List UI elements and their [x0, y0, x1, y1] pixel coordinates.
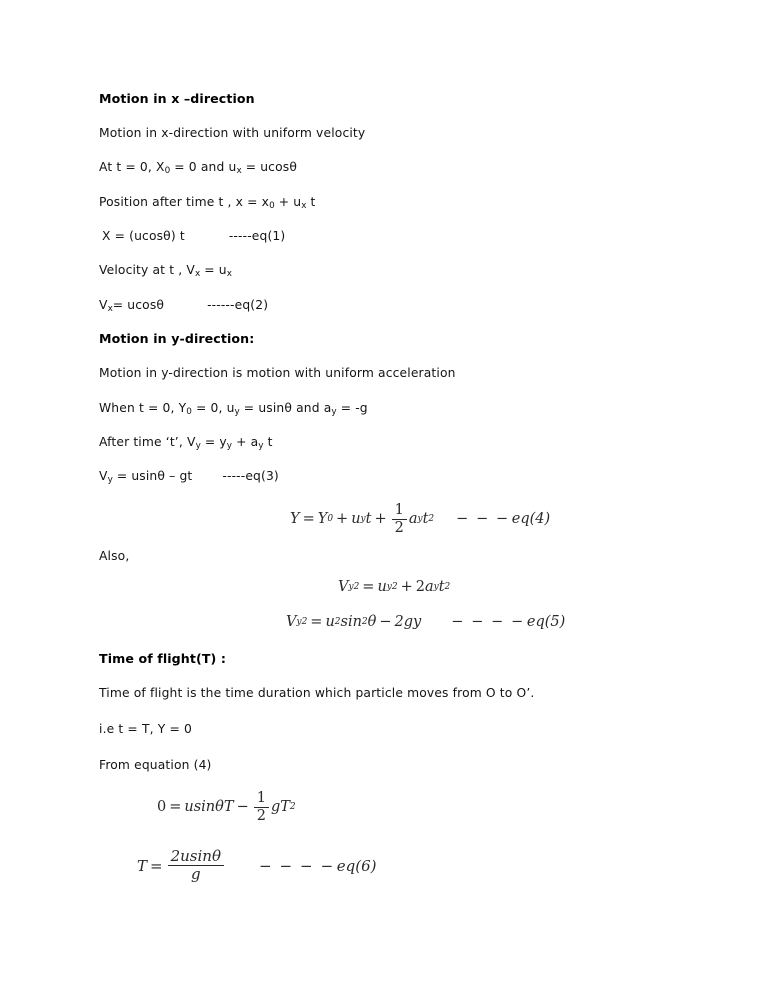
text-part: = usinθ – gt: [112, 469, 193, 483]
eq4-plus1: +: [336, 511, 349, 528]
text-velocity-after-time: [99, 434, 273, 454]
eqtof-term2-var: T: [280, 799, 290, 816]
text-time-of-flight-description: Time of flight is the time duration which particle moves from O to O’.: [99, 686, 535, 700]
equation-1-expression: X = (ucosθ) t: [102, 229, 185, 243]
eq4-term2: u: [351, 511, 361, 528]
eq5b-sin-power: 2: [361, 617, 368, 627]
eq4-plus2: +: [374, 511, 387, 528]
eq4-term3: a: [408, 511, 418, 528]
eq4-term3-power: 2: [428, 514, 435, 525]
eq4-term2-var: t: [365, 511, 372, 528]
eqtof-fraction-one-half: [254, 791, 269, 824]
text-part: = -g: [336, 401, 368, 415]
text-also: Also,: [99, 549, 130, 563]
subscript: x: [226, 268, 232, 279]
eq4-term2-sub: y: [360, 514, 366, 525]
eq6-tag: eq(6): [336, 856, 377, 875]
eq5b-term1-power: 2: [334, 617, 341, 627]
text-part: Position after time t , x = x: [99, 195, 270, 209]
eq5a-term1-power: 2: [391, 582, 398, 592]
equation-6: [137, 849, 377, 883]
eq4-equals: =: [302, 511, 315, 528]
eq5b-equals: =: [310, 614, 323, 630]
text-part: t: [306, 195, 316, 209]
subscript: x: [236, 165, 242, 176]
eq4-tag: eq(4): [511, 511, 551, 528]
text-initial-conditions-x: [99, 159, 297, 179]
eq5a-coefficient: 2: [415, 579, 425, 595]
subscript: y: [331, 406, 337, 417]
eq6-lhs: T: [137, 856, 148, 875]
text-initial-conditions-y: [99, 400, 368, 420]
text-equation-2: [99, 297, 268, 317]
equation-1-tag: -----eq(1): [228, 229, 286, 243]
eq5b-term1: u: [325, 614, 335, 630]
eq5a-term2-power: 2: [444, 582, 451, 592]
eq5a-lhs-power: 2: [353, 582, 360, 592]
eqtof-equals: =: [169, 799, 182, 816]
equation-4: [290, 503, 550, 536]
text-equation-3: [99, 468, 279, 488]
eq4-frac-denominator: 2: [392, 519, 407, 536]
subscript: y: [234, 406, 240, 417]
subscript: y: [226, 440, 233, 451]
subscript: x: [107, 303, 113, 314]
eq4-term1-sub: 0: [327, 514, 334, 525]
text-part: = 0 and u: [170, 160, 237, 174]
eq5b-minus: −: [379, 614, 392, 630]
text-part: = 0, u: [191, 401, 235, 415]
eq4-lhs: Y: [290, 511, 300, 528]
subscript: 0: [164, 165, 171, 176]
eq6-equals: =: [150, 856, 163, 875]
eq4-term3-sub: y: [417, 514, 423, 525]
text-part: At t = 0, X: [99, 160, 165, 174]
eq5a-equals: =: [362, 579, 375, 595]
eq5b-lhs-sub: y: [296, 617, 302, 627]
eq5a-term1-sub: y: [386, 582, 392, 592]
eq4-term3-var: t: [422, 511, 429, 528]
heading-motion-x: Motion in x –direction: [99, 91, 255, 106]
subscript: y: [107, 474, 113, 485]
text-part: V: [99, 469, 108, 483]
eq6-frac-numerator: 2usinθ: [170, 847, 221, 865]
text-part: = y: [200, 435, 227, 449]
text-from-equation-4: From equation (4): [99, 758, 212, 772]
text-part: When t = 0, Y: [99, 401, 187, 415]
eq5b-lhs: V: [286, 614, 297, 630]
equation-5-line-2: [286, 614, 565, 630]
text-part: = usinθ and a: [239, 401, 332, 415]
eq5a-term1: u: [377, 579, 387, 595]
text-part: t: [263, 435, 273, 449]
eq5b-sin: sin: [340, 614, 362, 630]
heading-time-of-flight: Time of flight(T) :: [99, 651, 227, 666]
eqtof-frac-denominator: 2: [254, 807, 269, 824]
text-part: = u: [200, 263, 227, 277]
eq5a-lhs-sub: y: [348, 582, 354, 592]
text-equation-1: [102, 228, 285, 244]
eq5b-term3: 2gy: [394, 614, 422, 630]
eq6-dashes: − − − −: [258, 856, 335, 875]
text-position-after-time: [99, 194, 315, 214]
eqtof-term1: usinθT: [184, 799, 234, 816]
text-velocity-x: [99, 262, 232, 282]
eq4-fraction-one-half: [392, 503, 407, 536]
eqtof-frac-numerator: 1: [256, 790, 266, 806]
text-ie-condition: i.e t = T, Y = 0: [99, 722, 192, 736]
equation-2-tag: ------eq(2): [207, 298, 269, 312]
eq5b-lhs-power: 2: [301, 617, 308, 627]
eq4-frac-numerator: 1: [394, 502, 404, 518]
text-x-uniform-velocity: Motion in x-direction with uniform velocity: [99, 126, 366, 140]
text-part: + a: [232, 435, 259, 449]
eqtof-lhs: 0: [157, 799, 167, 816]
equation-time-of-flight-derivation: [157, 791, 296, 824]
eq5a-plus: +: [400, 579, 413, 595]
eq5a-term2: a: [424, 579, 434, 595]
text-part: + u: [274, 195, 302, 209]
text-part: = ucosθ: [112, 298, 165, 312]
eq5a-lhs: V: [338, 579, 349, 595]
eq5b-theta: θ: [367, 614, 377, 630]
subscript: x: [194, 268, 201, 279]
equation-3-tag: -----eq(3): [222, 469, 279, 483]
eq4-dashes: − − −: [456, 511, 510, 528]
subscript: 0: [186, 406, 192, 417]
text-part: = ucosθ: [241, 160, 298, 174]
heading-motion-y: Motion in y-direction:: [99, 331, 255, 346]
text-part: V: [99, 298, 108, 312]
text-part: Velocity at t , V: [99, 263, 195, 277]
eq5a-term2-sub: y: [433, 582, 439, 592]
eqtof-term2-power: 2: [289, 802, 296, 813]
equation-5-line-1: [338, 579, 450, 595]
eq6-fraction: [168, 849, 224, 883]
eqtof-term2: g: [270, 799, 281, 816]
eq4-term1: Y: [317, 511, 328, 528]
subscript: 0: [269, 200, 275, 211]
subscript: y: [258, 440, 264, 451]
eq6-frac-denominator: g: [168, 865, 224, 882]
text-y-uniform-acceleration: Motion in y-direction is motion with uniform acceleration: [99, 366, 456, 380]
eqtof-minus: −: [236, 799, 249, 816]
eq5b-dashes: − − − −: [451, 614, 525, 630]
subscript: x: [301, 200, 307, 211]
eq5b-tag: eq(5): [526, 614, 566, 630]
text-part: After time ‘t’, V: [99, 435, 196, 449]
eq5a-term2-var: t: [438, 579, 445, 595]
subscript: y: [195, 440, 201, 451]
